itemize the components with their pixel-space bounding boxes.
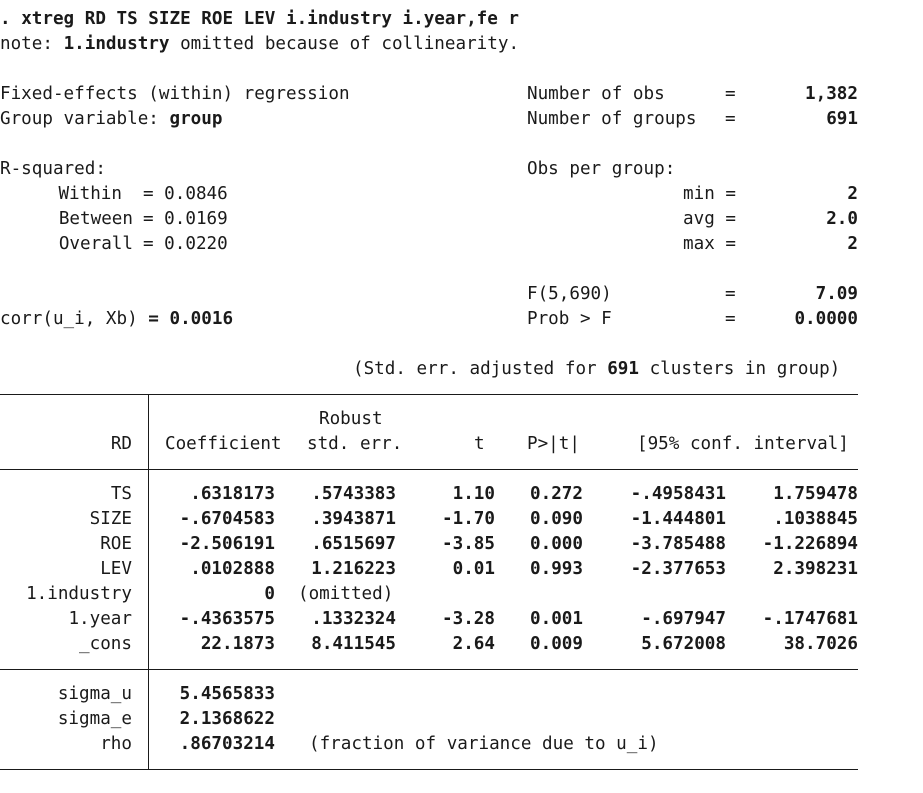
ngroups-value: 691 — [826, 109, 858, 129]
min-value: 2 — [847, 184, 858, 204]
row-p: 0.272 — [530, 484, 583, 504]
ngroups-label: Number of groups — [527, 109, 697, 129]
table-header-rule — [0, 469, 858, 470]
se-note — [353, 359, 840, 379]
row-omitted: (omitted) — [298, 584, 394, 604]
note-var: 1.industry — [63, 34, 170, 54]
table-bottom-rule — [0, 769, 858, 770]
row-p: 0.000 — [530, 534, 583, 554]
row-coef: -2.506191 — [179, 534, 275, 554]
corr-value: = 0.0016 — [148, 309, 234, 329]
rho-label: rho — [100, 734, 132, 754]
sigma-u-label: sigma_u — [57, 684, 132, 704]
prob-value: 0.0000 — [794, 309, 858, 329]
sigma-u-value: 5.4565833 — [179, 684, 275, 704]
table-body-rule — [0, 669, 858, 670]
row-coef: -.4363575 — [179, 609, 275, 629]
row-t: 1.10 — [452, 484, 495, 504]
prob-eq: = — [725, 309, 736, 329]
corr-label: corr(u_i, Xb) — [0, 309, 138, 329]
row-name: SIZE — [89, 509, 132, 529]
max-value: 2 — [847, 234, 858, 254]
row-name: 1.industry — [26, 584, 132, 604]
corr — [0, 309, 233, 329]
table-column-divider — [148, 394, 149, 770]
table-top-rule — [0, 394, 858, 395]
row-se: .3943871 — [311, 509, 396, 529]
row-p: 0.009 — [530, 634, 583, 654]
note-suffix: omitted because of collinearity. — [169, 34, 520, 54]
group-variable-value: group — [169, 109, 223, 129]
f-eq: = — [725, 284, 736, 304]
r2-overall-value: = 0.0220 — [143, 234, 228, 254]
row-ci-upper: 38.7026 — [783, 634, 858, 654]
command-text: xtreg RD TS SIZE ROE LEV i.industry i.year,fe r — [21, 9, 520, 29]
row-coef: -.6704583 — [179, 509, 275, 529]
row-ci-lower: -2.377653 — [630, 559, 726, 579]
obs-per-group-label: Obs per group: — [527, 159, 676, 179]
group-variable-label: Group variable: — [0, 109, 170, 129]
row-t: 0.01 — [452, 559, 495, 579]
nobs-eq: = — [725, 84, 736, 104]
ngroups-eq: = — [725, 109, 736, 129]
row-ci-lower: -1.444801 — [630, 509, 726, 529]
f-label: F(5,690) — [527, 284, 612, 304]
row-ci-upper: -.1747681 — [762, 609, 858, 629]
row-name: 1.year — [68, 609, 132, 629]
prob-label: Prob > F — [527, 309, 612, 329]
note-prefix: note: — [0, 34, 64, 54]
rho-value: .86703214 — [179, 734, 275, 754]
r2-overall-label: Overall — [58, 234, 133, 254]
row-p: 0.993 — [530, 559, 583, 579]
se-note-clusters: 691 — [607, 359, 639, 379]
row-name: TS — [110, 484, 132, 504]
avg-label: avg = — [683, 209, 736, 229]
header-ci: [95% conf. interval] — [637, 434, 849, 454]
row-ci-lower: -.4958431 — [630, 484, 726, 504]
row-p: 0.001 — [530, 609, 583, 629]
r2-between-label: Between — [58, 209, 133, 229]
row-ci-upper: 1.759478 — [773, 484, 858, 504]
header-coefficient: Coefficient — [165, 434, 282, 454]
row-name: ROE — [100, 534, 132, 554]
f-value: 7.09 — [815, 284, 858, 304]
row-p: 0.090 — [530, 509, 583, 529]
row-name: LEV — [100, 559, 132, 579]
se-note-suffix: clusters in group) — [639, 359, 841, 379]
nobs-value: 1,382 — [805, 84, 858, 104]
command-line — [0, 9, 519, 29]
header-t: t — [474, 434, 485, 454]
row-t: -3.28 — [442, 609, 495, 629]
row-ci-lower: -.697947 — [641, 609, 726, 629]
row-coef: .0102888 — [190, 559, 275, 579]
row-t: 2.64 — [452, 634, 495, 654]
model-label: Fixed-effects (within) regression — [0, 84, 350, 104]
r2-between-value: = 0.0169 — [143, 209, 228, 229]
row-se: .1332324 — [311, 609, 396, 629]
row-ci-lower: -3.785488 — [630, 534, 726, 554]
header-depvar: RD — [110, 434, 132, 454]
nobs-label: Number of obs — [527, 84, 665, 104]
row-coef: 22.1873 — [200, 634, 275, 654]
row-ci-lower: 5.672008 — [641, 634, 726, 654]
avg-value: 2.0 — [826, 209, 858, 229]
header-std-err: std. err. — [307, 434, 403, 454]
sigma-e-label: sigma_e — [57, 709, 132, 729]
row-t: -1.70 — [442, 509, 495, 529]
header-p: P>|t| — [527, 434, 580, 454]
r2-label: R-squared: — [0, 159, 106, 179]
group-variable — [0, 109, 222, 129]
row-se: 8.411545 — [311, 634, 396, 654]
row-coef: .6318173 — [190, 484, 275, 504]
header-robust: Robust — [319, 409, 383, 429]
row-ci-upper: .1038845 — [773, 509, 858, 529]
se-note-prefix: (Std. err. adjusted for — [353, 359, 608, 379]
row-ci-upper: 2.398231 — [773, 559, 858, 579]
rho-note: (fraction of variance due to u_i) — [309, 734, 659, 754]
min-label: min = — [683, 184, 736, 204]
row-se: 1.216223 — [311, 559, 396, 579]
row-name: _cons — [79, 634, 132, 654]
max-label: max = — [683, 234, 736, 254]
row-se: .5743383 — [311, 484, 396, 504]
collinearity-note — [0, 34, 519, 54]
row-se: .6515697 — [311, 534, 396, 554]
r2-within-value: = 0.0846 — [143, 184, 228, 204]
row-ci-upper: -1.226894 — [762, 534, 858, 554]
r2-within-label: Within — [58, 184, 122, 204]
row-t: -3.85 — [442, 534, 495, 554]
sigma-e-value: 2.1368622 — [179, 709, 275, 729]
command-prompt: . — [0, 9, 22, 29]
row-coef: 0 — [264, 584, 275, 604]
